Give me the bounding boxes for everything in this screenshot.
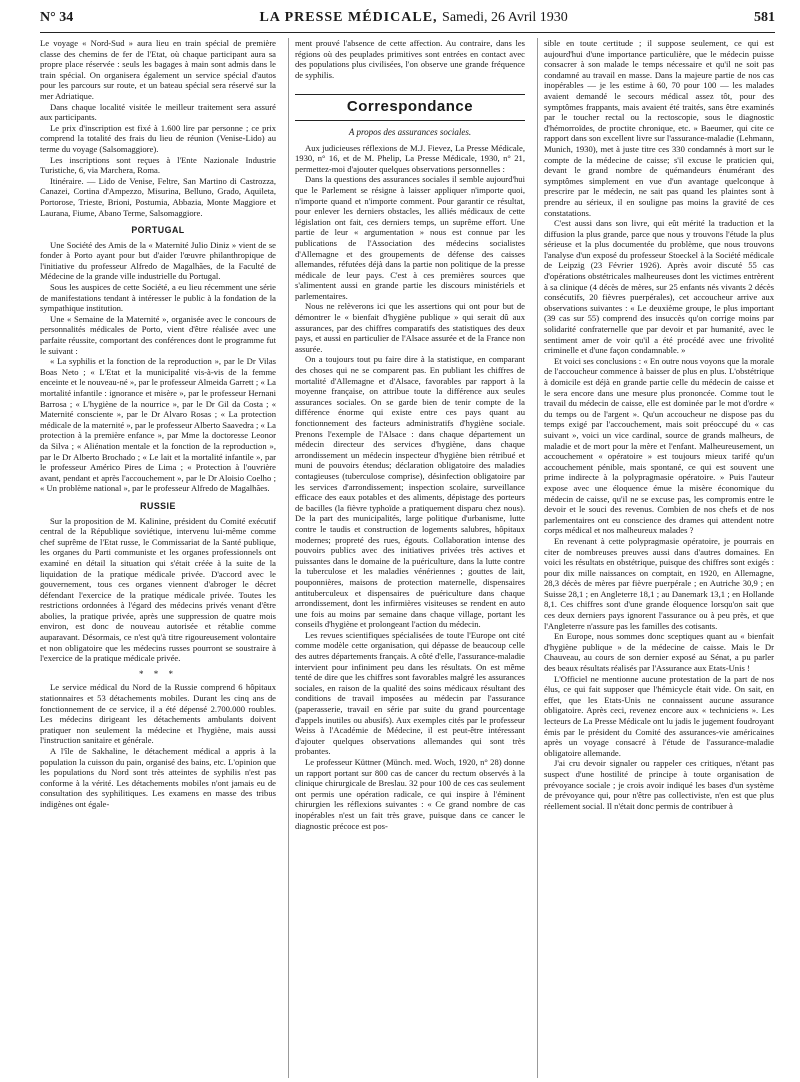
section-separator: * * * — [139, 668, 177, 679]
paragraph: Le service médical du Nord de la Russie comprend 6 hôpitaux stationnaires et 53 détachements mobiles. Durant les cinq ans de fonctionnement de ce service, il a été dépensé 2.700.000 roubles. Les médecins dirigeant les détachements ambulants doivent pratiquer non seulement la médecine et l'hygiène, mais aussi l'instruction sanitaire et générale. — [40, 682, 276, 746]
paragraph: L'Officiel ne mentionne aucune protestation de la part de nos élus, ce qui fait supposer que l'hémicycle était vide. On sait, en effet, que les Etats-Unis ne connaissent aucune assurance obligatoire. Après ceci, revenez encore aux « techniciens ». Les lecteurs de La Presse Médicale ont lu jadis le jugement foudroyant émis par le président du Comité des assurances-vie américaines après un voyage consacré à l'étude de l'assurance-maladie obligatoire allemande. — [544, 673, 774, 758]
paragraph: Le voyage « Nord-Sud » aura lieu en train spécial de première classe des chemins de fer de l'Etat, où chaque participant aura sa propre place réservée : seuls les bagages à main sont admis dans le train spécial. On organisera également un service spécial d'autos pour les parcours sur route, et un bateau spécial sera réservé sur la mer Adriatique. — [40, 38, 276, 101]
journal-title — [259, 10, 567, 26]
paragraph: C'est aussi dans son livre, qui eût mérité la traduction et la diffusion la plus grande, parce que nous y trouvons l'étude la plus sérieuse et la plus documentée du problème, que nous trouvons l'analyse d'un exposé du professeur Stoeckel à la Société médicale de Leipzig (23 Février 1926). Après avoir discuté 55 cas d'opérations obstétricales malheureuses dont les victimes entrèrent à sa clinique (4 décès de mères, sur 25 enfants nés vivants 2 décès consécutifs, 20 fièvres puerpérales), cet accoucheur arrive aux observations suivantes : « Le deuxième groupe, le plus important (39 cas sur 55) comprend des insuccès qu'on corrige moins par solidarité confraternelle que par devoir et par humanité, avec le sentiment amer de voir qu'il a été procédé avec une frivolité criminelle et d'une façon condamnable. » — [544, 218, 774, 356]
paragraph: A l'île de Sakhaline, le détachement médical a appris à la population la cuisson du pain, organisé des bains, etc. L'opinion que les populations du Nord sont très atteintes de syphilis n'est pas conforme à la vérité. Les détachements mobiles n'ont jamais eu de consultation des syphilitiques. Les examens en masse des tribus indigènes ont égale- — [40, 746, 276, 809]
paragraph: En Europe, nous sommes donc sceptiques quant au « bienfait d'hygiène publique » de la médecine de caisse. Mais le Dr Chauveau, au cours de son dernier exposé au Sénat, a pu parler des beaux résultats réalisés par l'Assurance aux Etats-Unis ! — [544, 631, 774, 674]
journal-name: LA PRESSE MÉDICALE, — [259, 10, 438, 25]
paragraph: Dans la questions des assurances sociales il semble aujourd'hui que le Parlement se résigne à laisser appliquer n'importe quoi, n'importe quand et n'importe comment. Pour garantir ce résultat, pour enlever les derniers obstacles, les alliés médicaux de cette législation ont fait, ces derniers temps, un suprême effort. Une partie de leur « argumentation » nous est connue par les publications de l'Association des médecins socialistes d'Allemagne et des groupements de défense des caisses allemandes, réfutées déjà dans la partie non politique de la presse médicale de leur pays. C'est à ces premières sources que s'alimentent aussi en grande partie les discours ministériels et parlementaires. — [295, 174, 525, 301]
paragraph: Le prix d'inscription est fixé à 1.600 lire par personne ; ce prix comprend la totalité des frais du lieu de réunion (Venise-Lido) au terme du voyage (Salsomaggiore). — [40, 122, 276, 154]
paragraph: « La syphilis et la fonction de la reproduction », par le Dr Vilas Boas Neto ; « L'Etat et la municipalité vis-à-vis de la femme enceinte et le nouveau-né », par le professeur Almeida Garrett ; « La mortalité infantile : ignorance et misère », par le professeur Hernani Barrosa ; « L'hygiène de la nourrice », par le Dr Gil da Costa ; « Maternité consciente », par le Dr Alvaro Rosas ; « La protection médicale de la maternité », par le professeur Alberto Saavedra ; « La protection à la première enfance », par Mme la doctoresse Leonor da Silva ; « Aliénation mentale et la fonction de la reproduction », par le Dr Alberto Brochado ; « Le lait et la mortalité infantile », par le professeur Américo Pires de Lima ; « Protection à l'ouvrière avant, pendant et après l'accouchement », par le Dr Aloisio Coelho ; « Un problème national », par le professeur Alfredo de Magalhães. — [40, 356, 276, 494]
column-1 — [40, 38, 276, 1078]
paragraph: sible en toute certitude ; il suppose seulement, ce qui est aujourd'hui d'une importance particulière, que le médecin puisse consacrer à son malade le temps nécessaire et qu'il ne soit pas condamné au travail en masse. Dans la majeure partie de nos cas inopérables — je les estime à 60, 70 pour 100 — les malades avaient demandé le secours médical assez tôt, pour des symptômes frappants, mais avaient été traités, sans être examinés par le toucher rectal ou la rectoscopie, sous le diagnostic d'hémorroïdes, de proctite chronique, etc. » Baeumer, qui cite ce rapport dans son excellent livre sur l'assurance-maladie (Lehmann, Munich, 1930), met à juste titre ces 330 condamnés à mort sur le compte de la médecine de caisse; s'il excuse le praticien qui, devant le grand nombre de quémandeurs énumérant des symptômes simplement en vue d'un avantage quelconque à prescrire par le médecin, ne sait pas quand les plaintes sont à prendre au sérieux, il en souligne pas moins la gravité de ces constatations. — [544, 38, 774, 218]
paragraph: Une Société des Amis de la « Maternité Julio Diniz » vient de se fonder à Porto ayant pour but d'aider l'œuvre philanthropique de l'initiative du professeur Alfredo de Magalhães, de la Faculté de Médecine de la grande ville industrielle du Portugal. — [40, 239, 276, 282]
paragraph: Sous les auspices de cette Société, a eu lieu récemment une série de manifestations tendant à intéresser le public à la fondation de la sympathique institution. — [40, 282, 276, 314]
paragraph: En revenant à cette polypragmasie opératoire, je pourrais en citer de nombreuses preuves aussi dans d'autres domaines. En voici les résultats en obstétrique, puisque des chiffres sont exigés : pour dix mille naissances on comptait, en 1920, en Allemagne, 28,3 décès de mères par fièvre puerpérale ; en Autriche 30,9 ; en Suisse 28,1 ; en Angleterre 18,1 ; au Danemark 13,1 ; en Hollande 8,1. Ces chiffres sont d'une grande éloquence lorsqu'on sait que ces deux derniers pays ignorent l'assurance ou à peu près, et que l'Angleterre n'assure pas les familles des cotisants. — [544, 535, 774, 631]
correspondance-heading-box — [295, 94, 525, 121]
paragraph: Sur la proposition de M. Kalinine, président du Comité exécutif central de la République soviétique, intervenu lui-même comme chef suprême de l'Etat russe, le Commissariat de la Santé publique, les organes du Parti communiste et les organes professionnels ont examiné en détail la situation qui s'était créée à la suite de la liquidation de la pratique médicale privée. D'accord avec le gouvernement, tous ces organes viennent d'abroger le décret défendant l'exercice de la pratique médicale privée. Toutes les restrictions ordonnées à l'égard des médecins privés venant d'être abolies, la pratique privée, après une suppression de quatre mois environ, est donc de nouveau autorisée et rétablie comme auparavant. Désormais, ce n'est qu'à titre rigoureusement volontaire et non obligatoire que les médecins russes pourront se soustraire à l'exercice de la pratique médicale privée. — [40, 515, 276, 664]
article-subtitle: A propos des assurances sociales. — [348, 126, 472, 137]
paragraph: Itinéraire. — Lido de Venise, Feltre, San Martino di Castrozza, Canazei, Cortina d'Ampezzo, Misurina, Belluno, Grado, Aquileta, Portorose, Trieste, Brioni, Postumia, Abbazia, Monte Maggiore et Laurana, Fiume, Abano Terme, Salsomaggiore. — [40, 175, 276, 218]
paragraph: Aux judicieuses réflexions de M.J. Fievez, La Presse Médicale, 1930, n° 16, et de M. Phelip, La Presse Médicale, 1930, n° 21, permettez-moi d'ajouter quelques observations personnelles : — [295, 142, 525, 174]
paragraph: Les revues scientifiques spécialisées de toute l'Europe ont cité comme modèle cette organisation, qui dépasse de beaucoup celle des autres départements français. A côté d'elle, l'assurance-maladie intervient pour infiniment peu dans les résultats. On est même tenté de dire que les chiffres sont favorables malgré les assurances sociales, en raison de la qualité des soins médicaux résultant des conditions de travail imposées au médecin par l'assurance (paperasserie, travail en série par suite du grand pourcentage d'appels inutiles ou abusifs). Aux exemples cités par le professeur Weiss à l'Académie de Médecine, il est peut-être intéressant d'ajouter quelques observations allemandes qui sont très probantes. — [295, 629, 525, 757]
paragraph: Le professeur Küttner (Münch. med. Woch, 1920, n° 28) donne un rapport portant sur 800 cas de cancer du rectum observés à la clinique chirurgicale de Breslau. 32 pour 100 de ces cas seulement ont permis une opération radicale, ce qui inspire à l'éminent chirurgien les réflexions suivantes : « Ce grand nombre de cas inopérables n'est un fait très grave, puisque dans ce cancer le diagnostic précoce est pos- — [295, 757, 525, 831]
section-title-correspondance: Correspondance — [346, 98, 474, 116]
paragraph: Les inscriptions sont reçues à l'Ente Nazionale Industrie Turistiche, 6, via Marchera, Roma. — [40, 154, 276, 176]
issue-date: Samedi, 26 Avril 1930 — [442, 10, 568, 25]
paragraph: Dans chaque localité visitée le meilleur traitement sera assuré aux participants. — [40, 101, 276, 123]
paragraph: Une « Semaine de la Maternité », organisée avec le concours de personnalités médicales de Porto, vient d'être réalisée avec une parfaite réussite, comportant des conférences dont le programme fut le suivant : — [40, 313, 276, 356]
paragraph: ment prouvé l'absence de cette affection. Au contraire, dans les régions où des peuplades primitives sont entrées en contact avec des populations plus civilisées, l'on observe une grande fréquence de syphilis. — [295, 38, 525, 80]
paragraph: On a toujours tout pu faire dire à la statistique, en comparant des choses qui ne se comparent pas. En publiant les chiffres de mortalité d'Allemagne et d'Alsace, favorables par rapport à la moyenne française, on attribue toute la différence aux seules assurances sociales. On se garde bien de tenir compte de la différence énorme qui existe entre ces pays quant au fonctionnement des facteurs administratifs d'hygiène sociale. Prenons l'exemple de l'Alsace : dans chaque département un médecin directeur des services d'hygiène, dans chaque arrondissement un médecin inspecteur d'hygiène bien rétribué et muni de pouvoirs étendus; déclaration obligatoire des maladies contagieuses (tuberculose comprise), désinfection obligatoire par les services d'arrondissement; inspection scolaire, surveillance efficace des eaux potables et des aliments, dépistage des porteurs de bacilles (la fièvre typhoïde a pratiquement disparu chez nous). De la part des municipalités, large politique d'urbanisme, lutte contre le taudis et construction de logements salubres, hôpitaux modernes; propreté des rues, égouts. Collaboration intense des pouvoirs publics avec des initiatives privées très actives et puissantes dans le domaine de la puériculture, dans la lutte contre la tuberculose et les maladies vénériennes ; gouttes de lait, pouponnières, maisons de protection maternelle, dispensaires antituberculeux et dispensaires de puériculture dans chaque arrondissement, dont les infirmières visiteuses se rendent en auto une fois au moins par semaine dans chaque village, portant les conseils d'hygiène et prolongeant l'action du médecin. — [295, 354, 525, 630]
column-2 — [288, 38, 525, 1078]
paragraph: J'ai cru devoir signaler ou rappeler ces critiques, n'étant pas suspect d'une hostilité de principe à toute organisation de prévoyance sociale ; je crois avoir indiqué les bases d'un système de prévoyance qui, pour n'être pas collectiviste, n'en est que plus réellement social. Il n'était donc permis de contribuer à — [544, 758, 774, 811]
issue-number: N° 34 — [40, 10, 74, 25]
column-3 — [537, 38, 774, 1078]
columns — [40, 38, 775, 1078]
page-number: 581 — [753, 10, 775, 25]
section-title-portugal: PORTUGAL — [131, 225, 185, 236]
page-header — [40, 10, 775, 33]
paragraph: Nous ne relèverons ici que les assertions qui ont pour but de démontrer le « bienfait d'hygiène publique » qui serait dû aux assurances, par des chiffres comparatifs des statistiques des deux pays, et aussi en particulier de l'Alsace assurée et de la France non assurée. — [295, 301, 525, 354]
section-title-russie: RUSSIE — [140, 500, 176, 511]
paragraph: Et voici ses conclusions : « En outre nous voyons que la morale de l'accoucheur commence à baisser de plus en plus. L'obstétrique à domicile est déjà en grande partie celle du médecin de caisse et le sera encore dans une mesure plus prononcée. Comme tout le travail du médecin de caisse, elle est dominée par le mot d'ordre « du temps ou de l'argent ». Qu'un accoucheur ne dispose pas du temps exigé par l'accouchement, mais soit préoccupé du « cas suivant », voici un vice cardinal, source de grands malheurs, de maladie et de mort pour la mère et l'enfant. Malheureusement, un accouchement « opératoire » est toujours mieux tarifé qu'un accouchement pénible, mais spontané, ce qui est souvent une prime indirecte à la polypragmasie opératoire. » Puis l'auteur expose avec une éloquence émue la misère économique du médecin de caisse, qu'il ne se excuse pas, les compromis entre le devoir et le souci des revenus. Combien de nos chefs et de nos parlementaires ont eu conscience des drames qui attendent notre corps médical et nos malheureux malades ? — [544, 355, 774, 536]
